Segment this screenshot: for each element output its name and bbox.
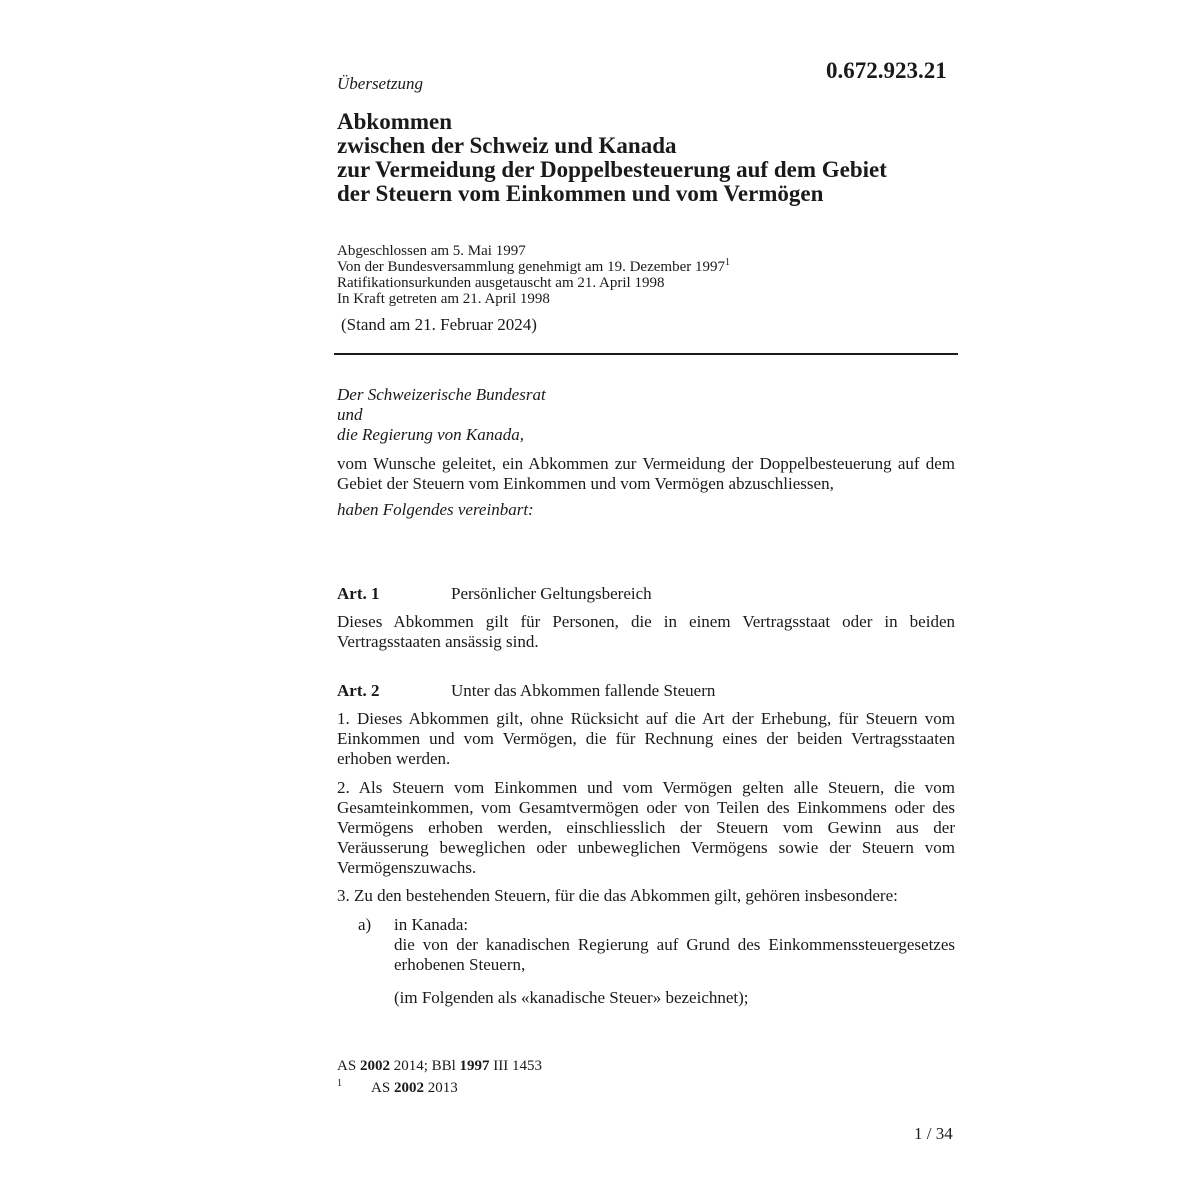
list-item-label: a) — [358, 915, 372, 934]
document-title — [337, 110, 977, 206]
party-switzerland: Der Schweizerische Bundesrat — [337, 385, 546, 404]
footnote-year: 2002 — [393, 1080, 424, 1096]
treaty-metadata — [337, 243, 730, 307]
status-date: (Stand am 21. Februar 2024) — [341, 315, 537, 334]
title-line: zur Vermeidung der Doppelbesteuerung auf dem Gebiet — [337, 157, 887, 182]
article-2-paragraph-1: 1. Dieses Abkommen gilt, ohne Rücksicht auf die Art der Erhebung, für Steuern vom Einkommen und vom Vermögen, die für Rechnung eines der beiden Vertragsstaaten erhoben werden. — [337, 709, 955, 768]
list-item-text: die von der kanadischen Regierung auf Grund des Einkommenssteuergesetzes erhobenen Steuern, — [394, 935, 955, 974]
footnote-year: 2002 — [359, 1058, 390, 1074]
preamble-wish: vom Wunsche geleitet, ein Abkommen zur Vermeidung der Doppelbesteuerung auf dem Gebiet der Steuern vom Einkommen und vom Vermögen abzuschliessen, — [337, 454, 955, 493]
divider — [334, 353, 958, 355]
article-1-text: Dieses Abkommen gilt für Personen, die in einem Vertragsstaat oder in beiden Vertragsstaaten ansässig sind. — [337, 612, 955, 651]
approval-date: Von der Bundesversammlung genehmigt am 19. Dezember 1997 — [337, 259, 725, 275]
footnote-mark: 1 — [337, 1078, 342, 1089]
footnote-1 — [337, 1078, 458, 1097]
concluded-date: Abgeschlossen am 5. Mai 1997 — [337, 243, 526, 259]
title-line: zwischen der Schweiz und Kanada — [337, 133, 677, 158]
list-item-country: in Kanada: — [394, 915, 469, 934]
article-2-heading[interactable] — [337, 681, 715, 701]
footnote-text: AS — [337, 1058, 357, 1074]
footnote-text: 2014; BBl — [393, 1058, 456, 1074]
preamble-agreed: haben Folgendes vereinbart: — [337, 500, 534, 519]
article-2-paragraph-2: 2. Als Steuern vom Einkommen und vom Vermögen gelten alle Steuern, die vom Gesamteinkommen, vom Gesamtvermögen oder von Teilen des Einkommens oder des Vermögens erhoben werden, einschliesslich der Steuern vom Gewinn aus der Veräusserung beweglichen oder unbeweglichen Vermögens sowie der Steuern vom Vermögenszuwachs. — [337, 778, 955, 877]
sr-number: 0.672.923.21 — [826, 58, 947, 83]
ratification-date: Ratifikationsurkunden ausgetauscht am 21. April 1998 — [337, 275, 665, 291]
article-title: Unter das Abkommen fallende Steuern — [451, 681, 716, 700]
article-1-heading[interactable] — [337, 584, 652, 604]
page-number: 1 / 34 — [914, 1124, 953, 1143]
preamble-parties — [337, 385, 546, 445]
title-line: der Steuern vom Einkommen und vom Vermögen — [337, 181, 824, 206]
footnote-source — [337, 1058, 542, 1075]
conjunction: und — [337, 405, 363, 424]
in-force-date: In Kraft getreten am 21. April 1998 — [337, 291, 550, 307]
translation-label: Übersetzung — [337, 74, 423, 93]
article-title: Persönlicher Geltungsbereich — [451, 584, 652, 603]
footnote-text: AS — [371, 1080, 391, 1096]
article-2-paragraph-3: 3. Zu den bestehenden Steuern, für die das Abkommen gilt, gehören insbesondere: — [337, 886, 898, 905]
article-number: Art. 1 — [337, 584, 380, 603]
approval-date-row — [337, 259, 730, 275]
list-item — [394, 915, 955, 975]
footnote-year: 1997 — [459, 1058, 490, 1074]
title-line: Abkommen — [337, 109, 453, 134]
article-number: Art. 2 — [337, 681, 380, 700]
list-item-note: (im Folgenden als «kanadische Steuer» bezeichnet); — [394, 988, 749, 1007]
footnote-text: 2013 — [427, 1080, 458, 1096]
party-canada: die Regierung von Kanada, — [337, 425, 524, 444]
footnote-text: III 1453 — [493, 1058, 543, 1074]
footnote-ref[interactable]: 1 — [724, 257, 730, 268]
